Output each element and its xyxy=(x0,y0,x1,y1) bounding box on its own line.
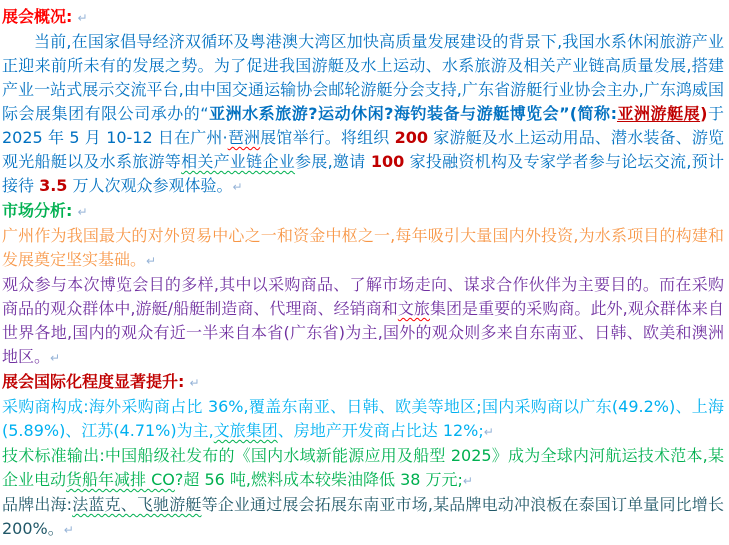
pazhou-spellcheck-text: 琶洲 xyxy=(227,128,261,147)
heading-exhibition-overview xyxy=(2,5,724,30)
paragraph-mark-icon: ↵ xyxy=(146,254,157,268)
overview-organize-text: 展馆举行。将组织 xyxy=(260,128,395,147)
paragraph-brand-overseas xyxy=(2,493,724,542)
heading-internationalization-text: 展会国际化程度显著提升: xyxy=(2,372,185,391)
buyer-composition-text-1: 采购商构成:海外采购商占比 36%,覆盖东南亚、日韩、欧美等地区;国内采购商以广东(49.2%)、上海(5.89%)、江苏(4.71%)为主, xyxy=(2,397,724,440)
heading-internationalization xyxy=(2,370,724,395)
brand-overseas-label-text: 品牌出海: xyxy=(2,495,73,514)
audience-analysis-text-1: 观众参与本次博览会目的多样,其中以采购商品、了解市场走向、谋求合作伙伴为主要目的。而在采购商品的观众群体中,游艇/船艇制造商、代理商、经销商和 xyxy=(2,275,724,318)
overview-tail-text: 万人次观众参观体验。 xyxy=(67,176,233,195)
overview-date-venue-text: 于 2025 年 5 月 10-12 日在广州· xyxy=(2,104,724,147)
cargo-ship-spellcheck-text: 货船年减排 CO xyxy=(66,470,175,489)
paragraph-mark-icon: ↵ xyxy=(77,11,88,25)
paragraph-audience-analysis xyxy=(2,273,724,370)
technical-standards-text-1: 技术标准输出:中国船级社发布的《国内水域新能源应用及船型 2025》成为全球内河航运技术范本,某企业电动 xyxy=(2,446,724,489)
brand-overseas-text-2: 等企业通过展会拓展东南亚市场,某品牌电动冲浪板在泰国订单量同比增长 200%。 xyxy=(2,495,724,538)
technical-standards-text-2: ?超 56 吨,燃料成本较柴油降低 38 万元; xyxy=(174,470,463,489)
expo-short-name-text: 亚洲游艇展 xyxy=(616,104,701,123)
overview-invite-text: 参展,邀请 xyxy=(295,152,371,171)
investor-count-value: 100 xyxy=(370,152,405,171)
paragraph-mark-icon: ↵ xyxy=(232,180,243,194)
heading-market-analysis xyxy=(2,199,724,224)
guangzhou-advantage-text: 广州作为我国最大的对外贸易中心之一和资金中枢之一,每年吸引大量国内外投资,为水系项目的构建和发展奠定坚实基础。 xyxy=(2,226,724,269)
document xyxy=(2,5,724,542)
expo-full-name-text: 亚洲水系旅游?运动休闲?海钓装备与游艇博览会”(简称: xyxy=(208,104,617,123)
buyer-composition-text-2: 、房地产开发商占比达 12%; xyxy=(277,421,484,440)
exhibitor-count-value: 200 xyxy=(394,128,429,147)
heading-market-analysis-text: 市场分析: xyxy=(2,201,73,220)
paragraph-mark-icon: ↵ xyxy=(50,351,61,365)
industry-chain-spellcheck-text: 相关产业链企业 xyxy=(181,152,296,171)
brand-names-spellcheck-text: 法蓝克、飞驰游艇 xyxy=(72,495,202,514)
paragraph-mark-icon: ↵ xyxy=(77,205,88,219)
overview-forum-text: 家投融资机构及专家学者参与论坛交流,预计接待 xyxy=(2,152,724,195)
paragraph-buyer-composition xyxy=(2,395,724,444)
paragraph-mark-icon: ↵ xyxy=(462,474,473,488)
paragraph-mark-icon: ↵ xyxy=(63,523,74,537)
paragraph-overview xyxy=(2,30,724,199)
wenlv-group-spellcheck-text: 文旅集团 xyxy=(213,421,278,440)
heading-exhibition-overview-text: 展会概况: xyxy=(2,7,73,26)
paragraph-guangzhou-advantage xyxy=(2,224,724,273)
paragraph-mark-icon: ↵ xyxy=(189,376,200,390)
visitor-count-value: 3.5 xyxy=(39,176,68,195)
expo-short-name-close-paren: ) xyxy=(700,104,708,123)
overview-intro-text: 当前,在国家倡导经济双循环及粤港澳大湾区加快高质量发展建设的背景下,我国水系休闲旅游产业正迎来前所未有的发展之势。为了促进我国游艇及水上运动、水系旅游及相关产业链高质量发展,搭建产业一站式展示交流平台,由中国交通运输协会邮轮游艇分会支持,广东省游艇行业协会主办,广东鸿威国际会展集团有限公司承办的“ xyxy=(2,32,724,123)
paragraph-technical-standards xyxy=(2,444,724,493)
paragraph-mark-icon: ↵ xyxy=(483,425,494,439)
wenlv-spellcheck-text: 文旅 xyxy=(397,299,430,318)
audience-analysis-text-2: 集团是重要的采购商。此外,观众群体来自世界各地,国内的观众有近一半来自本省(广东省)为主,国外的观众则多来自东南亚、日韩、欧美和澳洲地区。 xyxy=(2,299,724,366)
overview-products-text: 家游艇及水上运动用品、潜水装备、游览观光船艇以及水系旅游等 xyxy=(2,128,724,171)
